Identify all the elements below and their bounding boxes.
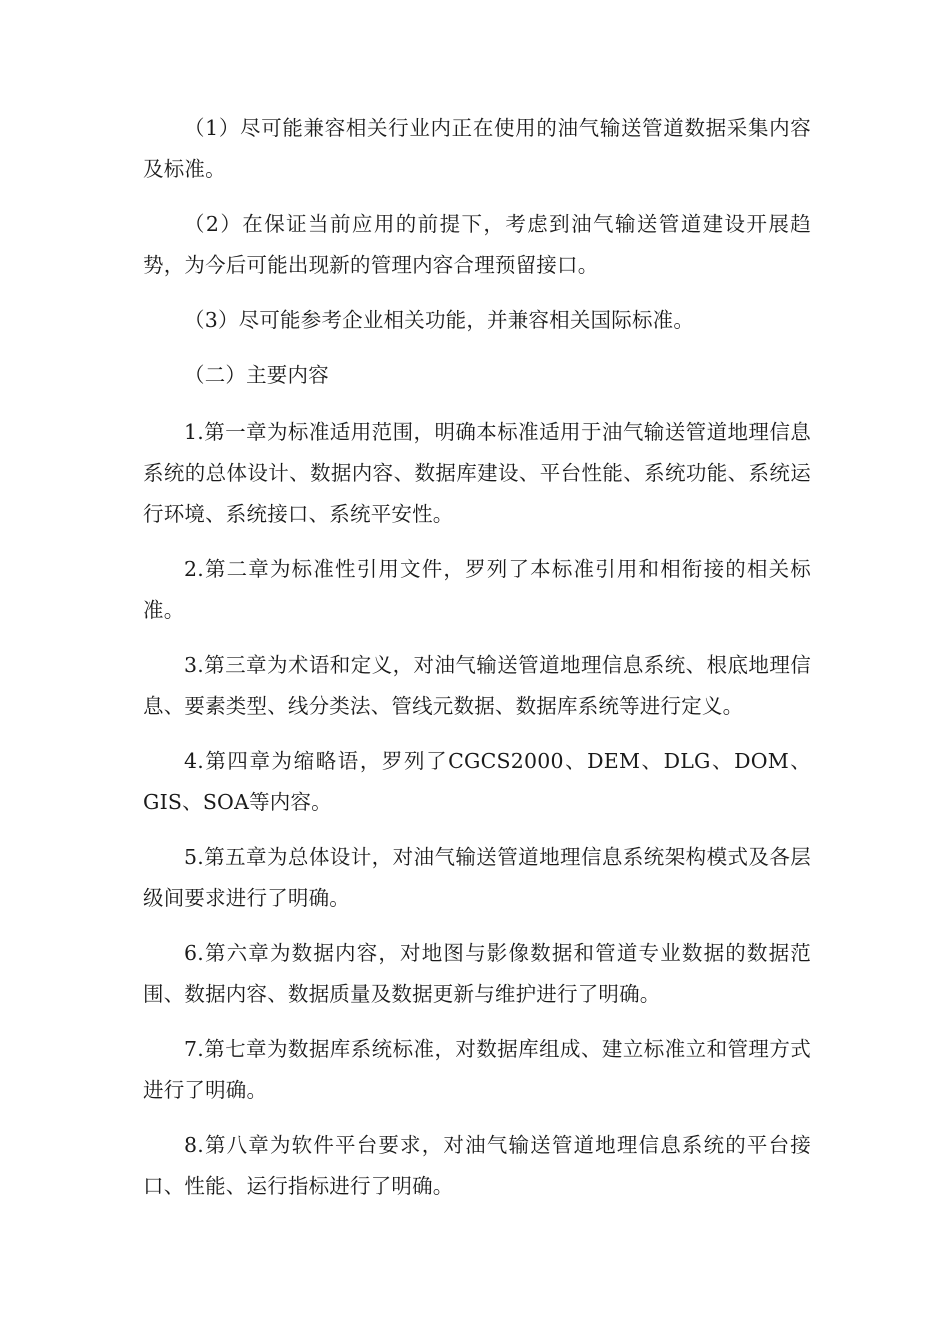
section-heading-main-content: （二）主要内容 xyxy=(184,363,329,387)
document-body xyxy=(143,108,811,1221)
paragraph-chapter-4: 4.第四章为缩略语，罗列了CGCS2000、DEM、DLG、DOM、GIS、SOA等内容。 xyxy=(143,749,811,814)
paragraph-chapter-5: 5.第五章为总体设计，对油气输送管道地理信息系统架构模式及各层级间要求进行了明确。 xyxy=(143,845,811,910)
paragraph-chapter-7: 7.第七章为数据库系统标准，对数据库组成、建立标准立和管理方式进行了明确。 xyxy=(143,1037,811,1102)
paragraph-chapter-3: 3.第三章为术语和定义，对油气输送管道地理信息系统、根底地理信息、要素类型、线分类法、管线元数据、数据库系统等进行定义。 xyxy=(143,653,811,718)
paragraph-chapter-8: 8.第八章为软件平台要求，对油气输送管道地理信息系统的平台接口、性能、运行指标进行了明确。 xyxy=(143,1133,811,1198)
paragraph-principle-1: （1）尽可能兼容相关行业内正在使用的油气输送管道数据采集内容及标准。 xyxy=(143,116,811,181)
paragraph-principle-2: （2）在保证当前应用的前提下，考虑到油气输送管道建设开展趋势，为今后可能出现新的管理内容合理预留接口。 xyxy=(143,212,811,277)
paragraph-chapter-1: 1.第一章为标准适用范围，明确本标准适用于油气输送管道地理信息系统的总体设计、数据内容、数据库建设、平台性能、系统功能、系统运行环境、系统接口、系统平安性。 xyxy=(143,420,811,526)
paragraph-chapter-2: 2.第二章为标准性引用文件，罗列了本标准引用和相衔接的相关标准。 xyxy=(143,557,811,622)
paragraph-chapter-6: 6.第六章为数据内容，对地图与影像数据和管道专业数据的数据范围、数据内容、数据质量及数据更新与维护进行了明确。 xyxy=(143,941,811,1006)
paragraph-principle-3: （3）尽可能参考企业相关功能，并兼容相关国际标准。 xyxy=(184,308,695,332)
